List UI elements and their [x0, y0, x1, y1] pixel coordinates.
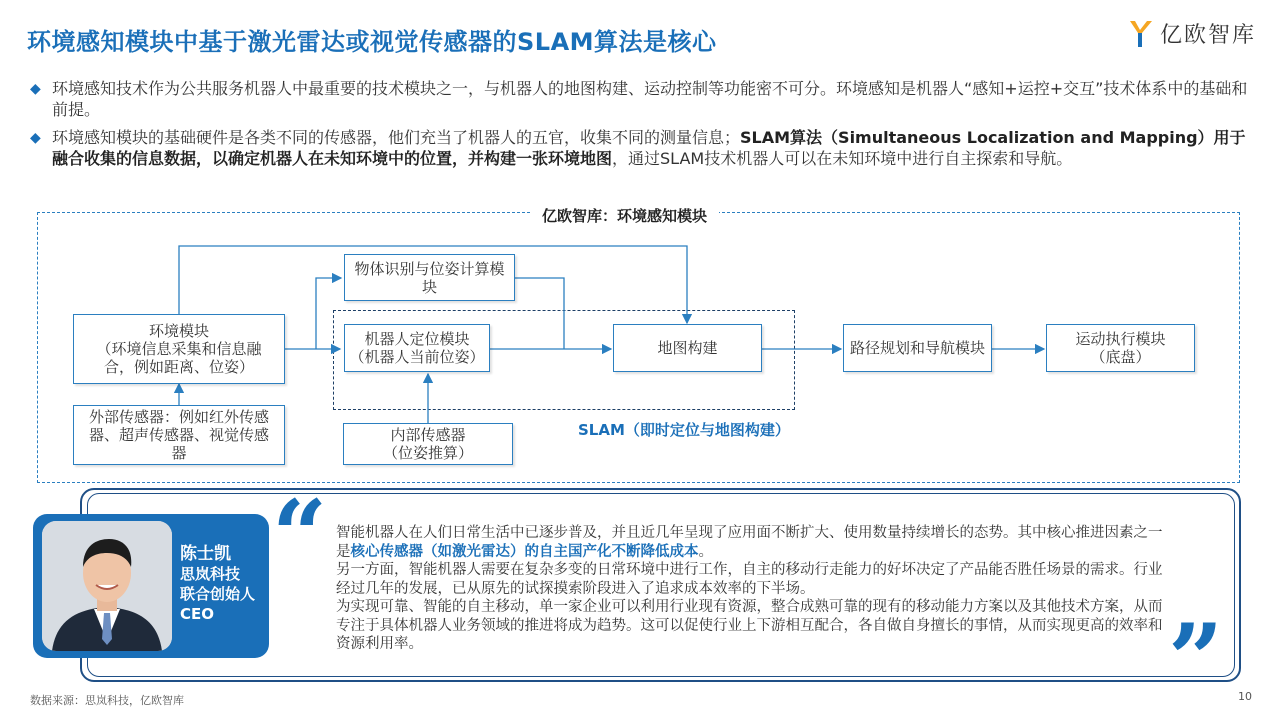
quote-text: [336, 524, 1176, 654]
quote-text-part: 智能机器人在人们日常生活中已逐步普及，并且近几年呈现了应用面不断扩大、使用数量持续增长的态势。其中核心推进因素之一是: [336, 525, 1163, 560]
env-module-box: [73, 314, 285, 384]
person-info: [180, 544, 255, 624]
bullet-text-part: ，通过SLAM技术机器人可以在未知环境中进行自主探索和导航。: [612, 149, 1073, 168]
diamond-icon: ◆: [30, 81, 41, 97]
bullet-text-part: 环境感知模块的基础硬件是各类不同的传感器，他们充当了机器人的五官，收集不同的测量信息；: [52, 128, 741, 147]
bullet-text-bold: SLAM算法（Simultaneous Localization and Mapping）用于融合收集的信息数据，以确定机器人在未知环境中的位置，并构建一张环境地图: [52, 128, 1246, 168]
map-building-label: 地图构建: [657, 339, 718, 357]
quote-paragraph: 为实现可靠、智能的自主移动，单一家企业可以利用行业现有资源，整合成熟可靠的现有的移动能力方案以及其他技术方案，从而专注于具体机器人业务领域的推进将成为趋势。这可以促使行业上下游相互配合，各自做自身擅长的事情，从而实现更高的效率和资源利用率。: [336, 599, 1163, 652]
person-company: 思岚科技: [180, 565, 241, 583]
path-planning-box: [843, 324, 992, 372]
motion-execution-box: [1046, 324, 1195, 372]
env-module-label: 环境模块 （环境信息采集和信息融合，例如距离、位姿）: [96, 322, 262, 376]
path-planning-label: 路径规划和导航模块: [850, 339, 986, 357]
object-recognition-label: 物体识别与位姿计算模块: [354, 259, 505, 296]
logo-text: 亿欧智库: [1159, 23, 1256, 48]
person-name: 陈士凯: [180, 544, 231, 564]
quote-highlight: 核心传感器（如激光雷达）的自主国产化不断降低成本: [350, 543, 699, 560]
motion-execution-label: 运动执行模块 （底盘）: [1075, 330, 1166, 366]
quote-text-part: 。: [698, 543, 713, 560]
internal-sensor-label: 内部传感器 （位姿推算）: [382, 426, 473, 462]
diamond-icon: ◆: [30, 130, 41, 146]
quote-paragraph: [336, 524, 1176, 561]
external-sensor-box: [73, 405, 285, 465]
person-title: CEO: [180, 605, 215, 623]
robot-localization-box: [344, 324, 490, 372]
page-number: 10: [1238, 690, 1252, 703]
robot-localization-label: 机器人定位模块 （机器人当前位姿）: [349, 330, 485, 366]
data-source: 数据来源：思岚科技，亿欧智库: [30, 694, 184, 707]
person-photo: [42, 521, 172, 651]
internal-sensor-box: [343, 423, 513, 465]
page-title: 环境感知模块中基于激光雷达或视觉传感器的SLAM算法是核心: [27, 28, 717, 56]
quote-paragraph: 另一方面，智能机器人需要在复杂多变的日常环境中进行工作，自主的移动行走能力的好坏决定了产品能否胜任场景的需求。行业经过几年的发展，已从原先的试探摸索阶段进入了追求成本效率的下半场。: [336, 562, 1163, 597]
bullet-text: 环境感知技术作为公共服务机器人中最重要的技术模块之一，与机器人的地图构建、运动控制等功能密不可分。环境感知是机器人“感知+运控+交互”技术体系中的基础和前提。: [52, 79, 1248, 119]
map-building-box: [613, 324, 762, 372]
external-sensor-label: 外部传感器：例如红外传感器、超声传感器、视觉传感器: [88, 408, 269, 462]
object-recognition-box: [344, 254, 515, 301]
slam-label: SLAM（即时定位与地图构建）: [578, 421, 790, 439]
person-role: 联合创始人: [180, 585, 256, 603]
quote-open-icon: “: [272, 479, 328, 592]
person-portrait-icon: [42, 521, 172, 651]
diagram-title: 亿欧智库：环境感知模块: [530, 205, 719, 226]
quote-close-icon: ”: [1168, 603, 1224, 716]
